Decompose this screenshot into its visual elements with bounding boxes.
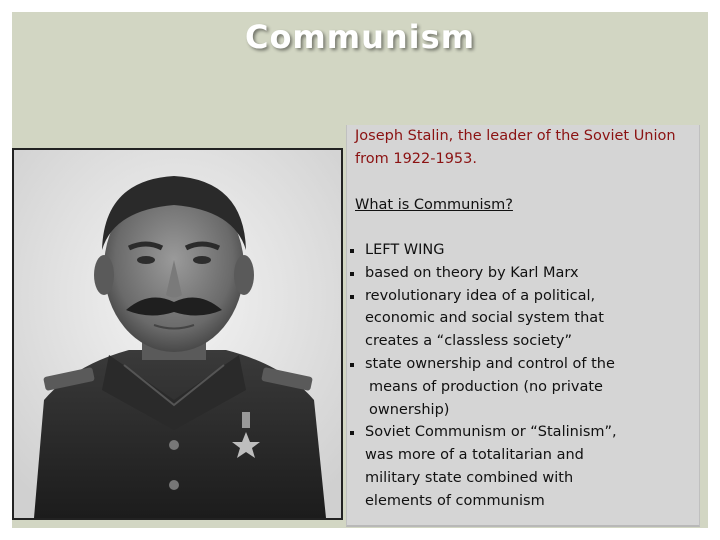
bullet-line: military state combined with xyxy=(365,469,574,486)
bullet-icon xyxy=(350,249,354,253)
bullet-item xyxy=(349,262,689,285)
bullet-line: Soviet Communism or “Stalinism”, xyxy=(365,424,617,441)
bullet-line: elements of communism xyxy=(365,492,545,509)
bullet-line: LEFT WING xyxy=(365,242,445,258)
info-textbox xyxy=(346,125,700,527)
bullet-icon xyxy=(350,363,354,367)
bullet-icon xyxy=(350,295,354,299)
stalin-portrait-photo xyxy=(12,148,343,520)
bullet-item xyxy=(349,239,689,262)
bullet-item xyxy=(349,285,689,353)
bullet-line: was more of a totalitarian and xyxy=(365,447,584,464)
bullet-item xyxy=(349,421,689,512)
bullet-line: economic and social system that xyxy=(365,310,604,327)
heading-line-2: from 1922-1953. xyxy=(355,151,477,167)
bullet-line: revolutionary idea of a political, xyxy=(365,287,596,304)
bullet-line: based on theory by Karl Marx xyxy=(365,264,579,281)
bullet-item xyxy=(349,353,689,421)
bullet-line: ownership) xyxy=(369,401,450,418)
slide-title: Communism xyxy=(244,18,476,56)
bullet-line: creates a “classless society” xyxy=(365,333,572,350)
bullet-icon xyxy=(350,431,354,435)
bullet-list xyxy=(349,239,689,513)
bullet-line: state ownership and control of the xyxy=(365,355,615,372)
bullet-line: means of production (no private xyxy=(369,378,603,395)
slide-heading xyxy=(355,125,699,171)
bullet-icon xyxy=(350,272,354,276)
question-text: What is Communism? xyxy=(355,197,513,213)
heading-line-1: Joseph Stalin, the leader of the Soviet Union xyxy=(355,128,676,144)
